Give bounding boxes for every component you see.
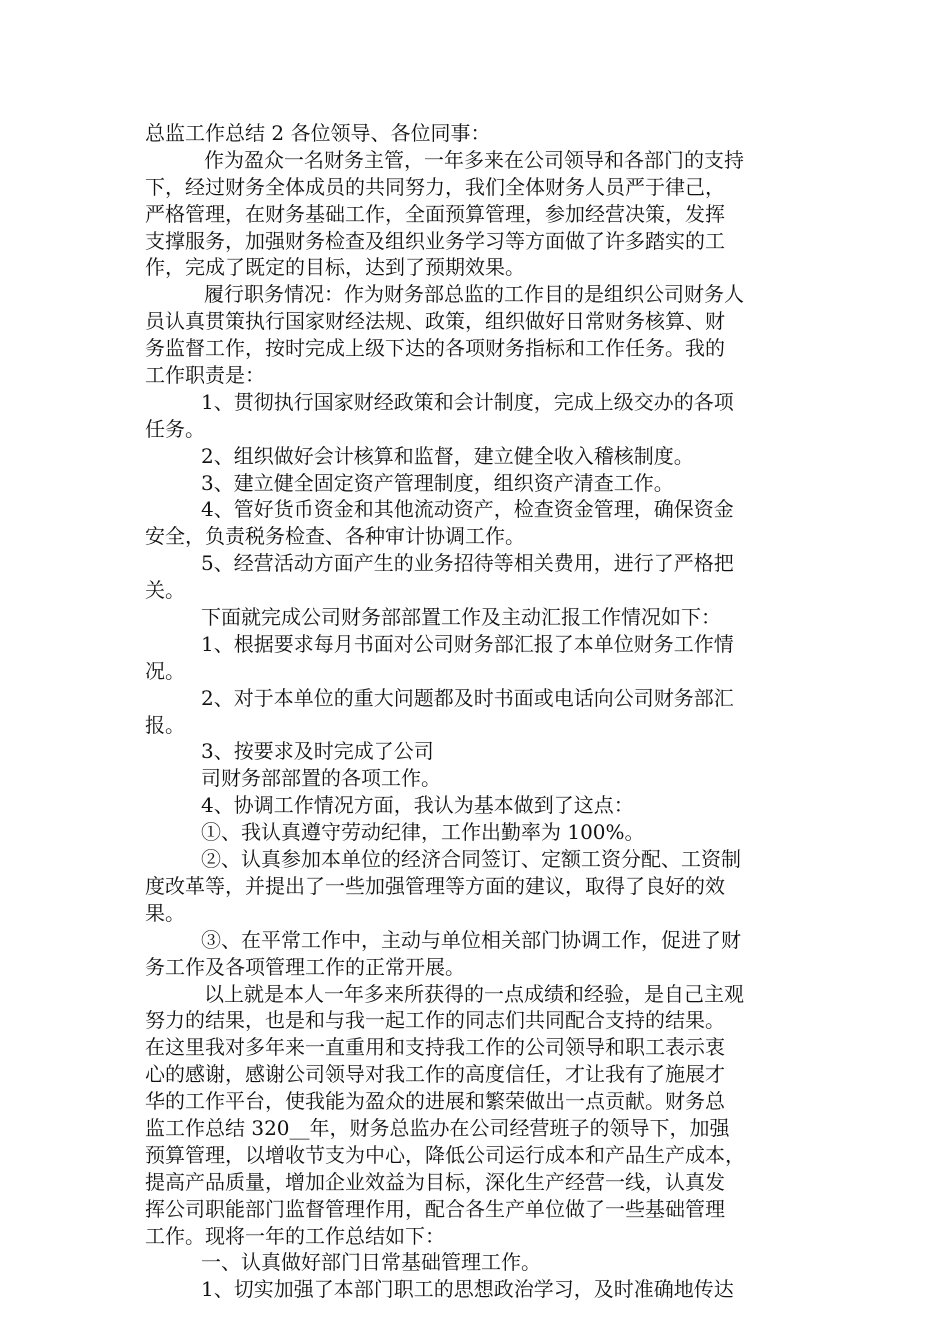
text-line: 安全，负责税务检查、各种审计协调工作。 [145,524,525,549]
text-line: 2、组织做好会计核算和监督，建立健全收入稽核制度。 [201,443,694,468]
text-line: 总监工作总结 2 各位领导、各位同事： [145,121,491,145]
text-line: 工作职责是： [145,363,265,388]
text-line: 支撑服务，加强财务检查及组织业务学习等方面做了许多踏实的工 [145,228,725,253]
text-line: 工作。现将一年的工作总结如下： [145,1223,445,1248]
text-line: 下面就完成公司财务部部置工作及主动汇报工作情况如下： [201,605,721,630]
text-line: 下，经过财务全体成员的共同努力，我们全体财务人员严于律己， [145,174,725,199]
text-line: 务监督工作，按时完成上级下达的各项财务指标和工作任务。我的 [145,336,725,361]
text-line: 3、建立健全固定资产管理制度，组织资产清查工作。 [201,470,674,495]
text-line: ①、我认真遵守劳动纪律，工作出勤率为 100%。 [201,820,645,845]
text-line: 果。 [145,900,185,925]
text-line: 司财务部部置的各项工作。 [201,766,441,791]
text-line: 预算管理，以增收节支为中心，降低公司运行成本和产品生产成本， [145,1142,745,1167]
text-line: ③、在平常工作中，主动与单位相关部门协调工作，促进了财 [201,927,741,952]
document-body [145,120,810,1303]
text-line: 监工作总结 320__年，财务总监办在公司经营班子的领导下，加强 [145,1115,730,1140]
text-line: 努力的结果，也是和与我一起工作的同志们共同配合支持的结果。 [145,1008,725,1033]
text-line: 况。 [145,658,185,683]
text-line: 1、根据要求每月书面对公司财务部汇报了本单位财务工作情 [201,631,734,656]
text-line: 关。 [145,578,185,603]
text-line: 3、按要求及时完成了公司 [201,739,434,764]
text-line: 任务。 [145,416,205,441]
text-line: 1、切实加强了本部门职工的思想政治学习，及时准确地传达 [201,1277,734,1302]
text-line: 4、管好货币资金和其他流动资产，检查资金管理，确保资金 [201,497,734,522]
text-line: 作为盈众一名财务主管，一年多来在公司领导和各部门的支持 [204,147,744,172]
text-line: 在这里我对多年来一直重用和支持我工作的公司领导和职工表示衷 [145,1035,725,1060]
text-line: 一、认真做好部门日常基础管理工作。 [201,1250,541,1275]
text-line: 作，完成了既定的目标，达到了预期效果。 [145,255,525,280]
text-line: 心的感谢，感谢公司领导对我工作的高度信任，才让我有了施展才 [145,1062,725,1087]
text-line: 挥公司职能部门监督管理作用，配合各生产单位做了一些基础管理 [145,1196,725,1221]
text-line: 以上就是本人一年多来所获得的一点成绩和经验，是自己主观 [204,981,744,1006]
text-line: 4、协调工作情况方面，我认为基本做到了这点： [201,793,634,818]
text-line: 度改革等，并提出了一些加强管理等方面的建议，取得了良好的效 [145,873,725,898]
text-line: 提高产品质量，增加企业效益为目标，深化生产经营一线，认真发 [145,1169,725,1194]
text-line: 员认真贯策执行国家财经法规、政策，组织做好日常财务核算、财 [145,309,725,334]
text-line: 履行职务情况：作为财务部总监的工作目的是组织公司财务人 [204,282,744,307]
text-line: 5、经营活动方面产生的业务招待等相关费用，进行了严格把 [201,551,734,576]
text-line: 务工作及各项管理工作的正常开展。 [145,954,465,979]
text-line: 2、对于本单位的重大问题都及时书面或电话向公司财务部汇 [201,685,734,710]
text-line: 严格管理，在财务基础工作，全面预算管理，参加经营决策，发挥 [145,201,725,226]
text-line: 1、贯彻执行国家财经政策和会计制度，完成上级交办的各项 [201,389,734,414]
text-line: ②、认真参加本单位的经济合同签订、定额工资分配、工资制 [201,847,741,872]
text-line: 华的工作平台，使我能为盈众的进展和繁荣做出一点贡献。财务总 [145,1089,725,1114]
text-line: 报。 [145,712,185,737]
